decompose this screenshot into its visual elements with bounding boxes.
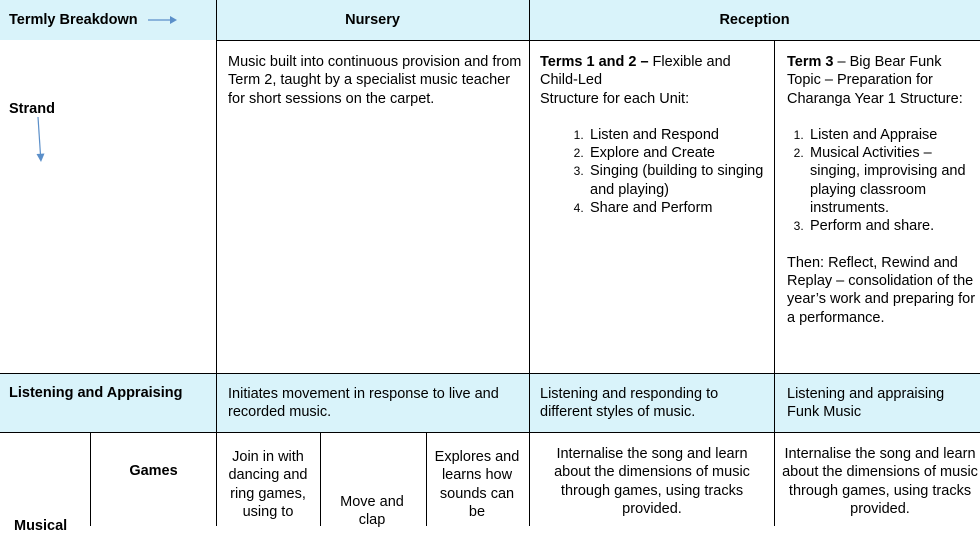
musical-section-label: Musical bbox=[14, 518, 68, 534]
list-item: 3. Singing (building to singing and playing) bbox=[587, 162, 768, 199]
grid-line bbox=[0, 432, 980, 433]
listening-nursery: Initiates movement in response to live and recorded music. bbox=[228, 386, 499, 421]
games-nursery-a: Join in with dancing and ring games, using to bbox=[228, 449, 308, 520]
grid-line bbox=[90, 432, 91, 526]
reception-terms12-cell bbox=[540, 53, 768, 217]
terms12-title-rest: Flexible and Child-Led bbox=[540, 54, 731, 89]
games-reception-3: Internalise the song and learn about the dimensions of music through games, using tracks provided. bbox=[782, 446, 978, 517]
listening-reception-12: Listening and responding to different styles of music. bbox=[540, 386, 719, 421]
arrow-right-icon bbox=[148, 14, 178, 26]
terms12-structure: Structure for each Unit: bbox=[540, 90, 690, 107]
grid-line bbox=[774, 40, 775, 526]
games-reception-12: Internalise the song and learn about the dimensions of music through games, using tracks provided. bbox=[554, 446, 750, 517]
grid-line bbox=[0, 373, 980, 374]
games-nursery-b: Move and clap bbox=[340, 494, 404, 529]
listening-reception-3: Listening and appraising Funk Music bbox=[787, 386, 945, 421]
term3-list bbox=[787, 126, 979, 236]
nursery-strand-text: Music built into continuous provision and from Term 2, taught by a specialist music teacher for short sessions on the carpet. bbox=[228, 54, 522, 107]
termly-breakdown-label: Termly Breakdown bbox=[9, 12, 138, 28]
grid-line bbox=[426, 432, 427, 526]
arrow-down-icon bbox=[34, 117, 46, 163]
terms12-list bbox=[540, 126, 768, 217]
term3-title-rest: – Big Bear Funk Topic – Preparation for Charanga Year 1 Structure: bbox=[787, 54, 963, 107]
reception-term3-cell bbox=[787, 53, 979, 327]
grid-line bbox=[216, 40, 980, 41]
games-label: Games bbox=[129, 463, 178, 479]
reception-header: Reception bbox=[719, 12, 790, 28]
list-item: 2. Explore and Create bbox=[587, 144, 768, 162]
strand-label: Strand bbox=[9, 101, 55, 117]
grid-line bbox=[320, 432, 321, 526]
term3-title: Term 3 bbox=[787, 54, 834, 70]
nursery-header: Nursery bbox=[345, 12, 400, 28]
list-item: 3. Perform and share. bbox=[807, 217, 979, 235]
list-item: 4. Share and Perform bbox=[587, 199, 768, 217]
terms12-title: Terms 1 and 2 – bbox=[540, 54, 649, 70]
games-nursery-c: Explores and learns how sounds can be bbox=[434, 449, 520, 520]
list-item: 2. Musical Activities – singing, improvising and playing classroom instruments. bbox=[807, 144, 979, 217]
term3-then-text: Then: Reflect, Rewind and Replay – consolidation of the year’s work and preparing for a performance. bbox=[787, 254, 976, 326]
list-item: 1. Listen and Respond bbox=[587, 126, 768, 144]
grid-line bbox=[216, 0, 217, 526]
grid-line bbox=[529, 0, 530, 526]
list-item: 1. Listen and Appraise bbox=[807, 126, 979, 144]
listening-label: Listening and Appraising bbox=[9, 385, 183, 401]
